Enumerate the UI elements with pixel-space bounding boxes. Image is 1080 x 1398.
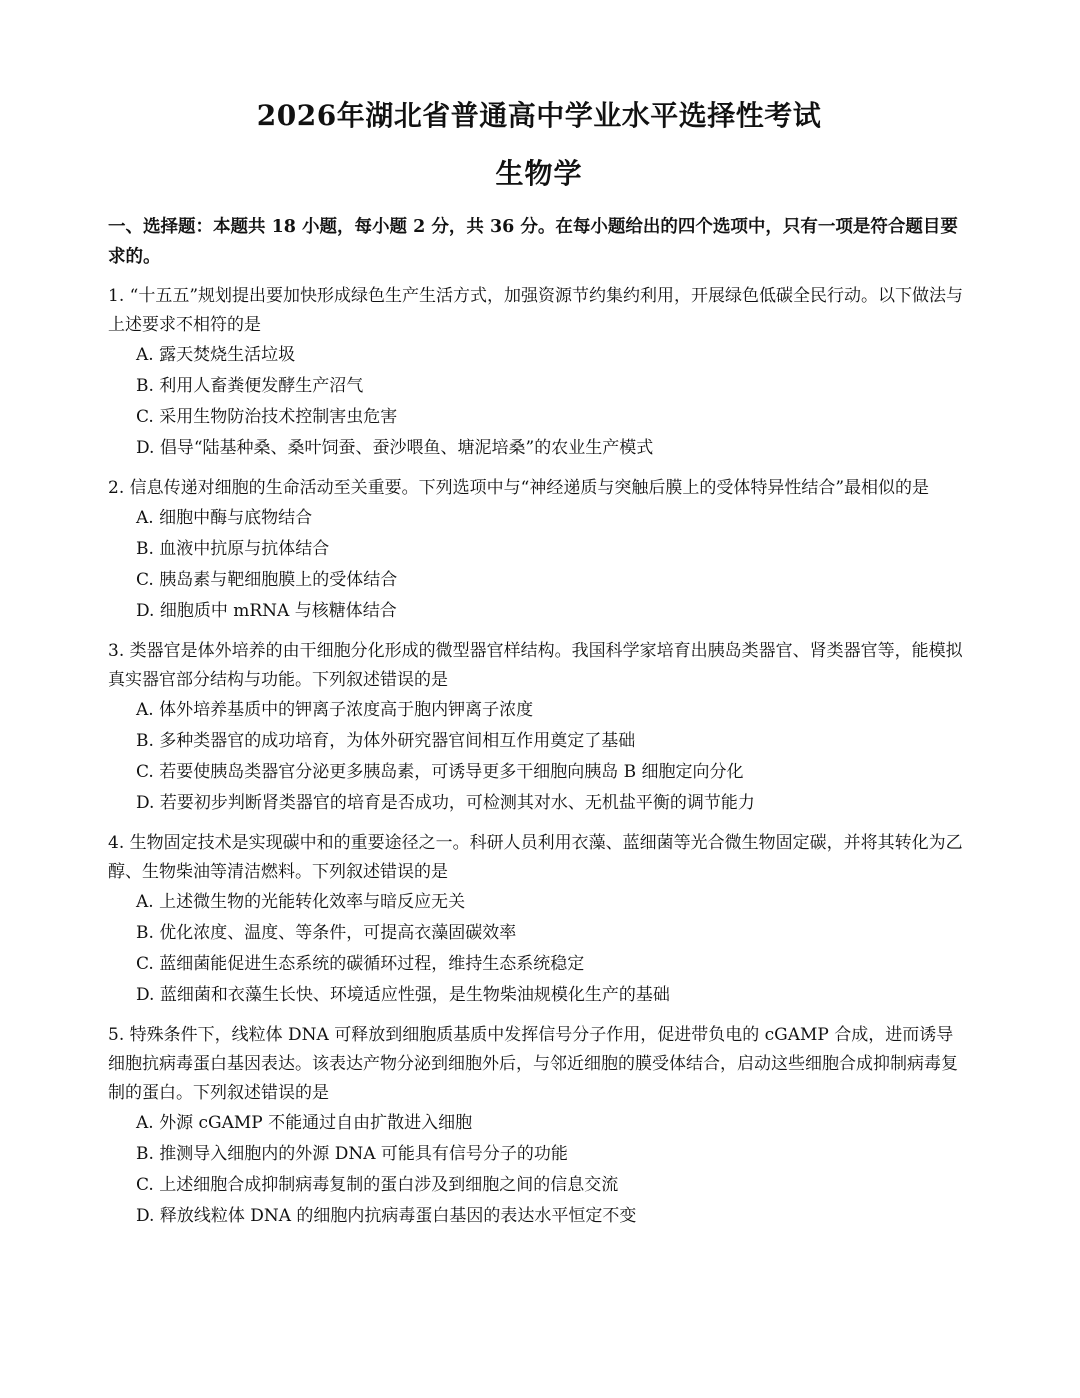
option-c: C. 胰岛素与靶细胞膜上的受体结合 bbox=[136, 570, 398, 590]
option-b: B. 多种类器官的成功培育，为体外研究器官间相互作用奠定了基础 bbox=[136, 731, 636, 751]
question-stem: 3. 类器官是体外培养的由干细胞分化形成的微型器官样结构。我国科学家培育出胰岛类器官、肾类器官等，能模拟真实器官部分结构与功能。下列叙述错误的是 bbox=[108, 641, 963, 690]
exam-title: 2026年湖北省普通高中学业水平选择性考试 bbox=[256, 99, 822, 132]
question-stem: 1. “十五五”规划提出要加快形成绿色生产生活方式，加强资源节约集约利用，开展绿色低碳全民行动。以下做法与上述要求不相符的是 bbox=[108, 286, 964, 335]
question-1 bbox=[108, 282, 970, 464]
option-d: D. 蓝细菌和衣藻生长快、环境适应性强，是生物柴油规模化生产的基础 bbox=[136, 985, 670, 1005]
option-d: D. 若要初步判断肾类器官的培育是否成功，可检测其对水、无机盐平衡的调节能力 bbox=[136, 793, 755, 813]
option-a: A. 外源 cGAMP 不能通过自由扩散进入细胞 bbox=[136, 1113, 473, 1133]
question-2 bbox=[108, 474, 970, 627]
option-a: A. 体外培养基质中的钾离子浓度高于胞内钾离子浓度 bbox=[136, 700, 534, 720]
option-b: B. 血液中抗原与抗体结合 bbox=[136, 539, 330, 559]
section-header: 一、选择题：本题共 18 小题，每小题 2 分，共 36 分。在每小题给出的四个选项中，只有一项是符合题目要求的。 bbox=[108, 217, 958, 267]
option-b: B. 优化浓度、温度、等条件，可提高衣藻固碳效率 bbox=[136, 923, 517, 943]
option-a: A. 露天焚烧生活垃圾 bbox=[136, 345, 296, 365]
question-3 bbox=[108, 637, 970, 819]
option-c: C. 若要使胰岛类器官分泌更多胰岛素，可诱导更多干细胞向胰岛 B 细胞定向分化 bbox=[136, 762, 744, 782]
option-b: B. 利用人畜粪便发酵生产沼气 bbox=[136, 376, 364, 396]
question-stem: 2. 信息传递对细胞的生命活动至关重要。下列选项中与“神经递质与突触后膜上的受体特异性结合”最相似的是 bbox=[108, 478, 930, 498]
subject-title: 生物学 bbox=[495, 157, 583, 190]
option-d: D. 细胞质中 mRNA 与核糖体结合 bbox=[136, 601, 397, 621]
option-d: D. 释放线粒体 DNA 的细胞内抗病毒蛋白基因的表达水平恒定不变 bbox=[136, 1206, 637, 1226]
option-c: C. 蓝细菌能促进生态系统的碳循环过程，维持生态系统稳定 bbox=[136, 954, 585, 974]
question-4 bbox=[108, 829, 970, 1011]
question-stem: 4. 生物固定技术是实现碳中和的重要途径之一。科研人员利用衣藻、蓝细菌等光合微生物固定碳，并将其转化为乙醇、生物柴油等清洁燃料。下列叙述错误的是 bbox=[108, 833, 963, 882]
option-d: D. 倡导“陆基种桑、桑叶饲蚕、蚕沙喂鱼、塘泥培桑”的农业生产模式 bbox=[136, 438, 654, 458]
option-a: A. 上述微生物的光能转化效率与暗反应无关 bbox=[136, 892, 466, 912]
option-c: C. 上述细胞合成抑制病毒复制的蛋白涉及到细胞之间的信息交流 bbox=[136, 1175, 619, 1195]
question-stem: 5. 特殊条件下，线粒体 DNA 可释放到细胞质基质中发挥信号分子作用，促进带负电的 cGAMP 合成，进而诱导细胞抗病毒蛋白基因表达。该表达产物分泌到细胞外后，与邻近细胞的膜受体结合，启动这些细胞合成抑制病毒复制的蛋白。下列叙述错误的是 bbox=[108, 1025, 958, 1103]
option-c: C. 采用生物防治技术控制害虫危害 bbox=[136, 407, 398, 427]
option-a: A. 细胞中酶与底物结合 bbox=[136, 508, 313, 528]
question-5 bbox=[108, 1021, 970, 1232]
option-b: B. 推测导入细胞内的外源 DNA 可能具有信号分子的功能 bbox=[136, 1144, 568, 1164]
